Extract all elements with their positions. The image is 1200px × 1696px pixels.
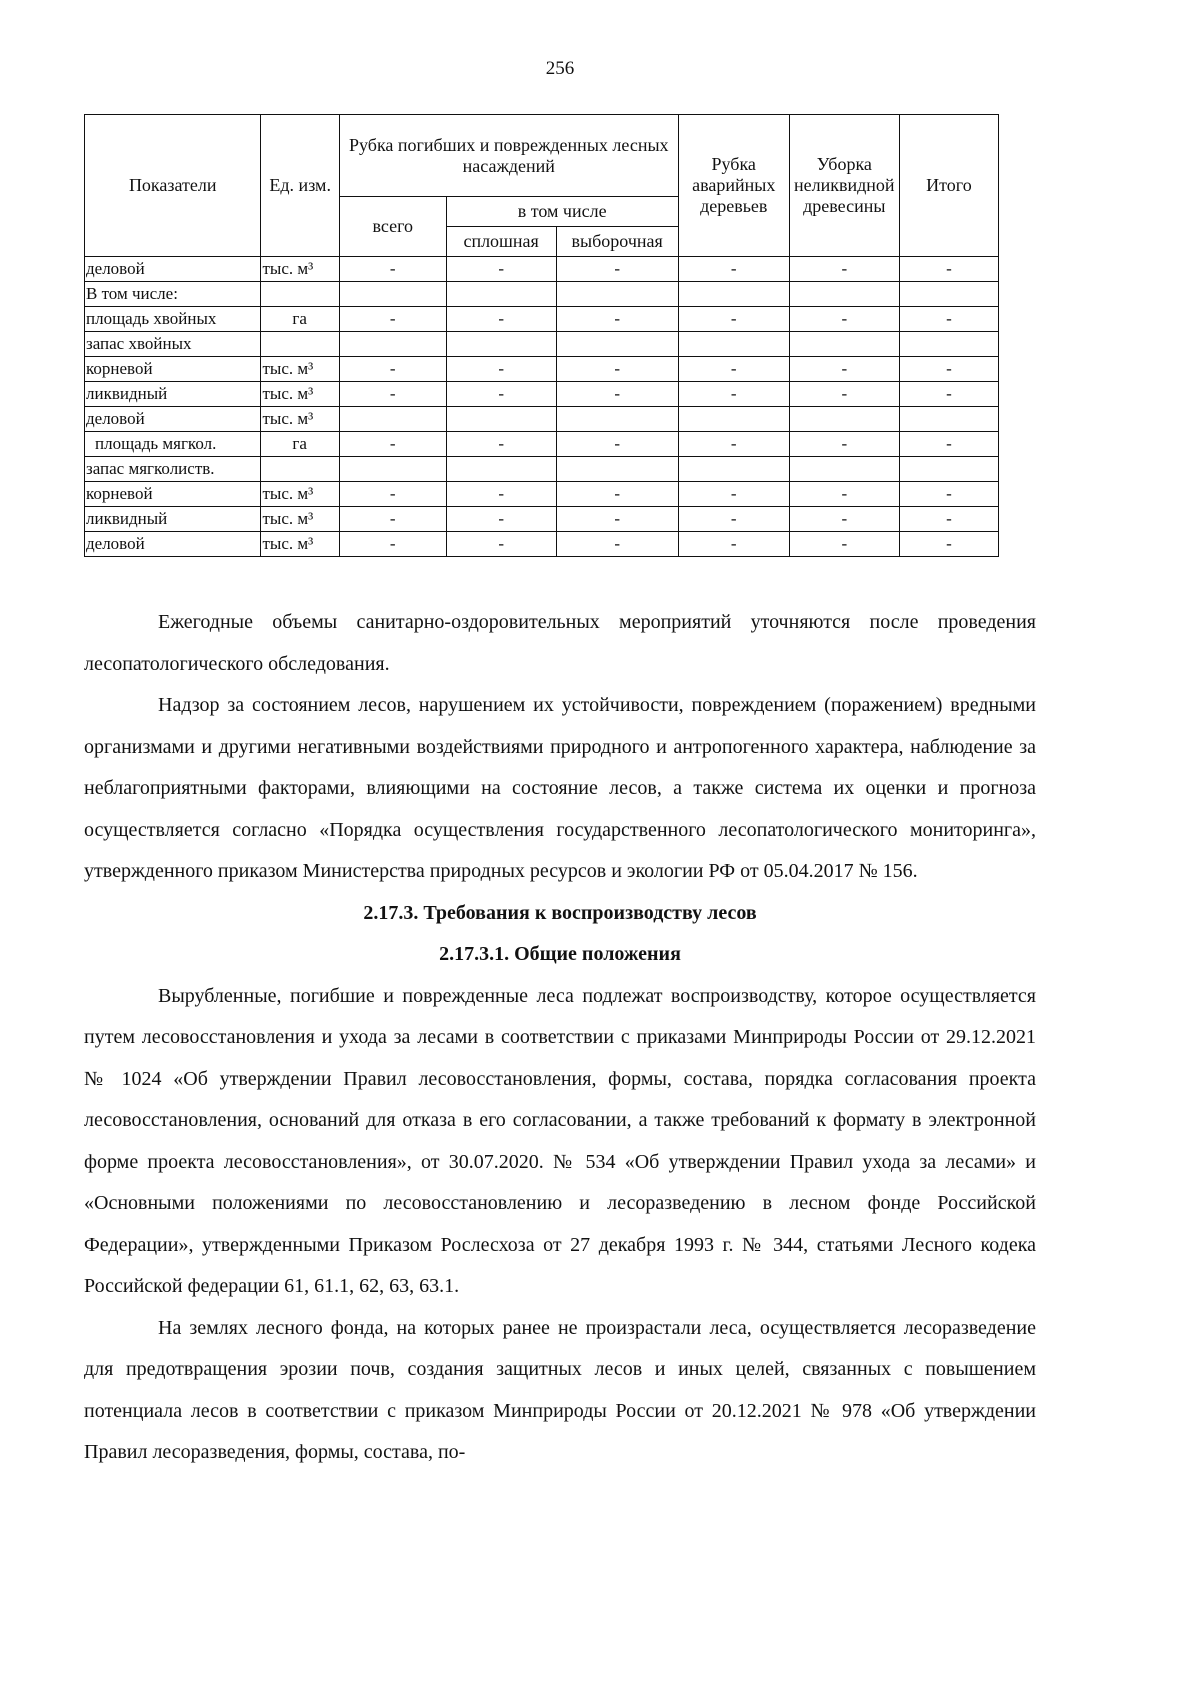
cell-clear-cut [446, 282, 556, 307]
cell-all: - [339, 307, 446, 332]
header-selective: выборочная [556, 227, 678, 257]
row-label: ликвидный [85, 507, 261, 532]
cell-emergency: - [678, 382, 789, 407]
cell-all [339, 407, 446, 432]
cell-selective: - [556, 382, 678, 407]
cell-illiquid [789, 332, 899, 357]
cell-selective: - [556, 432, 678, 457]
cell-all [339, 282, 446, 307]
cell-clear-cut: - [446, 382, 556, 407]
row-label: площадь хвойных [85, 307, 261, 332]
cell-total: - [899, 307, 998, 332]
table-row [85, 307, 999, 332]
table-row [85, 432, 999, 457]
table-row [85, 357, 999, 382]
row-unit: тыс. м³ [261, 257, 339, 282]
body-text [84, 602, 1036, 1474]
cell-selective: - [556, 257, 678, 282]
cell-clear-cut: - [446, 307, 556, 332]
cell-emergency: - [678, 532, 789, 557]
cell-selective [556, 282, 678, 307]
cell-illiquid [789, 407, 899, 432]
cell-selective: - [556, 532, 678, 557]
header-illiquid-cleanup: Уборка неликвидной древесины [789, 115, 899, 257]
cell-emergency [678, 282, 789, 307]
cell-selective: - [556, 307, 678, 332]
row-unit [261, 282, 339, 307]
cell-total: - [899, 507, 998, 532]
cell-all: - [339, 432, 446, 457]
table-row [85, 532, 999, 557]
paragraph-survey: Ежегодные объемы санитарно-оздоровительных мероприятий уточняются после проведения лесопатологического обследования. [84, 611, 1036, 675]
cell-emergency: - [678, 307, 789, 332]
cell-clear-cut: - [446, 482, 556, 507]
cell-illiquid: - [789, 357, 899, 382]
header-all: всего [339, 197, 446, 257]
cell-clear-cut: - [446, 357, 556, 382]
cell-all: - [339, 382, 446, 407]
page-number: 256 [545, 58, 575, 79]
subsection-heading: 2.17.3.1. Общие положения [439, 943, 681, 965]
cell-emergency: - [678, 507, 789, 532]
table-row [85, 507, 999, 532]
row-unit: тыс. м³ [261, 532, 339, 557]
cell-all [339, 457, 446, 482]
cell-total [899, 332, 998, 357]
row-unit: га [261, 307, 339, 332]
cell-emergency [678, 332, 789, 357]
table-row [85, 407, 999, 432]
cell-selective [556, 332, 678, 357]
cell-illiquid [789, 457, 899, 482]
row-label: площадь мягкол. [85, 432, 261, 457]
row-label: деловой [85, 407, 261, 432]
row-unit: га [261, 432, 339, 457]
cell-emergency: - [678, 432, 789, 457]
cell-emergency [678, 457, 789, 482]
row-unit: тыс. м³ [261, 407, 339, 432]
cell-illiquid: - [789, 432, 899, 457]
cell-illiquid: - [789, 257, 899, 282]
cell-emergency: - [678, 257, 789, 282]
cell-all: - [339, 507, 446, 532]
cell-emergency: - [678, 357, 789, 382]
cell-total [899, 282, 998, 307]
row-unit [261, 457, 339, 482]
header-including: в том числе [446, 197, 678, 227]
cell-clear-cut [446, 332, 556, 357]
section-heading: 2.17.3. Требования к воспроизводству лесов [363, 901, 757, 924]
header-emergency-trees: Рубка аварийных деревьев [678, 115, 789, 257]
table-row [85, 482, 999, 507]
header-unit: Ед. изм. [261, 115, 339, 257]
cell-clear-cut [446, 407, 556, 432]
row-unit: тыс. м³ [261, 507, 339, 532]
sanitary-measures-table [84, 114, 999, 557]
cell-clear-cut: - [446, 507, 556, 532]
row-unit [261, 332, 339, 357]
cell-clear-cut: - [446, 432, 556, 457]
row-unit: тыс. м³ [261, 482, 339, 507]
table-row [85, 382, 999, 407]
cell-selective: - [556, 507, 678, 532]
table-row [85, 282, 999, 307]
cell-illiquid: - [789, 482, 899, 507]
header-indicators: Показатели [85, 115, 261, 257]
row-label: запас хвойных [85, 332, 261, 357]
row-label: деловой [85, 257, 261, 282]
cell-illiquid [789, 282, 899, 307]
row-label: деловой [85, 532, 261, 557]
header-clear-cut: сплошная [446, 227, 556, 257]
row-label: запас мягколиств. [85, 457, 261, 482]
cell-illiquid: - [789, 382, 899, 407]
cell-all: - [339, 357, 446, 382]
row-label: корневой [85, 482, 261, 507]
cell-total [899, 457, 998, 482]
cell-total: - [899, 257, 998, 282]
table-row [85, 332, 999, 357]
cell-clear-cut: - [446, 532, 556, 557]
cell-illiquid: - [789, 532, 899, 557]
cell-total: - [899, 532, 998, 557]
cell-selective [556, 407, 678, 432]
header-total: Итого [899, 115, 998, 257]
cell-all: - [339, 257, 446, 282]
paragraph-reproduction: Вырубленные, погибшие и поврежденные леса подлежат воспроизводству, которое осуществляется путем лесовосстановления и ухода за лесами в соответствии с приказами Минприроды России от 29.12.2021 № 1024 «Об утверждении Правил лесовосстановления, формы, состава, порядка согласования проекта лесовосстановления, оснований для отказа в его согласовании, а также требований к формату в электронной форме проекта лесовосстановления», от 30.07.2020. № 534 «Об утверждении Правил ухода за лесами» и «Основными положениями по лесовосстановлению и лесоразведению в лесном фонде Российской Федерации», утвержденными Приказом Рослесхоза от 27 декабря 1993 г. № 344, статьями Лесного кодека Российской федерации 61, 61.1, 62, 63, 63.1. [84, 984, 1036, 1297]
cell-selective [556, 457, 678, 482]
cell-emergency [678, 407, 789, 432]
paragraph-monitoring: Надзор за состоянием лесов, нарушением их устойчивости, повреждением (поражением) вредными организмами и другими негативными воздействиями природного и антропогенного характера, наблюдение за неблагоприятными факторами, влияющими на состояние лесов, а также система их оценки и прогноза осуществляется согласно «Порядка осуществления государственного лесопатологического мониторинга», утвержденного приказом Министерства природных ресурсов и экологии РФ от 05.04.2017 № 156. [84, 694, 1036, 882]
cell-total [899, 407, 998, 432]
cell-illiquid: - [789, 507, 899, 532]
row-label: ликвидный [85, 382, 261, 407]
cell-emergency: - [678, 482, 789, 507]
cell-total: - [899, 482, 998, 507]
cell-total: - [899, 357, 998, 382]
table-row [85, 257, 999, 282]
cell-all: - [339, 532, 446, 557]
cell-total: - [899, 432, 998, 457]
paragraph-afforestation: На землях лесного фонда, на которых ранее не произрастали леса, осуществляется лесоразведение для предотвращения эрозии почв, создания защитных лесов и иных целей, связанных с повышением потенциала лесов в соответствии с приказом Минприроды России от 20.12.2021 № 978 «Об утверждении Правил лесоразведения, формы, состава, по- [84, 1316, 1036, 1463]
row-unit: тыс. м³ [261, 382, 339, 407]
cell-selective: - [556, 357, 678, 382]
cell-all [339, 332, 446, 357]
cell-illiquid: - [789, 307, 899, 332]
row-unit: тыс. м³ [261, 357, 339, 382]
cell-all: - [339, 482, 446, 507]
row-label: корневой [85, 357, 261, 382]
cell-selective: - [556, 482, 678, 507]
header-dead-damaged: Рубка погибших и поврежденных лесных насаждений [339, 115, 678, 197]
table-row [85, 457, 999, 482]
cell-clear-cut [446, 457, 556, 482]
cell-total: - [899, 382, 998, 407]
row-label: В том числе: [85, 282, 261, 307]
cell-clear-cut: - [446, 257, 556, 282]
